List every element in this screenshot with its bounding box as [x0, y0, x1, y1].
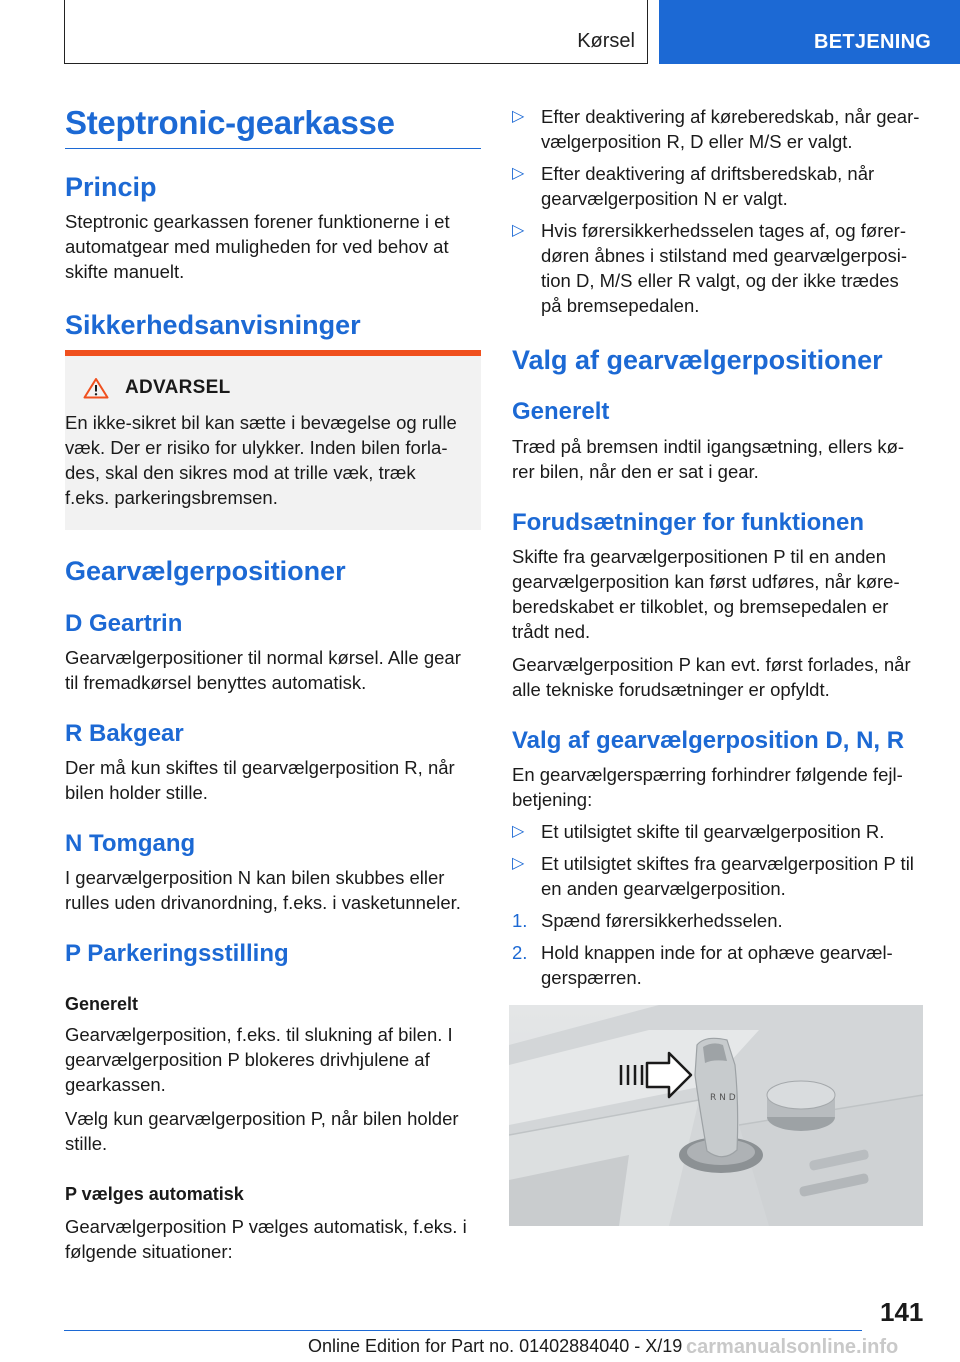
n-gear-text: I gearvælgerposition N kan bilen skubbes eller rulles uden drivanordning, f.eks. i vasketunneler.	[65, 867, 461, 913]
p-only-text: Vælg kun gearvælgerposition P, når bilen holder stille.	[65, 1108, 459, 1154]
positions-heading: Gearvælgerpositioner	[65, 556, 346, 586]
header-chapter-box	[64, 0, 648, 64]
footer-rule	[64, 1330, 862, 1331]
title-rule	[65, 148, 481, 149]
n-gear-heading: N Tomgang	[65, 830, 196, 857]
dnr-heading: Valg af gearvælgerposition D, N, R	[512, 727, 905, 754]
gear-selector-illustration	[509, 1005, 923, 1226]
prereq-heading: Forudsætninger for funktionen	[512, 509, 864, 536]
select-heading: Valg af gearvælgerpositioner	[512, 345, 883, 375]
step-number: 1.	[512, 910, 528, 931]
p-gear-heading: P Parkeringsstilling	[65, 940, 289, 967]
warning-text: En ikke-sikret bil kan sætte i bevægelse og rulle væk. Der er risiko for ulykker. Inden bilen forla- des, skal den sikres mod at trille væk, træk f.eks. parkeringsbremsen.	[65, 412, 457, 508]
r-gear-heading: R Bakgear	[65, 720, 184, 747]
gear-selector-photo	[509, 1005, 923, 1226]
d-gear-text: Gearvælgerpositioner til normal kørsel. Alle gear til fremadkørsel benyttes automatisk.	[65, 647, 461, 693]
p-auto-heading: P vælges automatisk	[65, 1184, 244, 1204]
step-number: 2.	[512, 942, 528, 963]
warning-label: ADVARSEL	[125, 377, 231, 398]
prereq-text-2: Gearvælgerposition P kan evt. først forlades, når alle tekniske forudsætninger er opfyldt.	[512, 654, 911, 700]
triangle-right-icon: ▷	[512, 823, 525, 840]
warning-header	[83, 377, 231, 399]
r-gear-text: Der må kun skiftes til gearvælgerposition R, når bilen holder stille.	[65, 757, 455, 803]
footer-watermark: carmanualsonline.info	[686, 1336, 899, 1358]
warning-triangle-icon	[83, 377, 109, 399]
general-heading: Generelt	[512, 398, 610, 425]
p-general-heading: Generelt	[65, 994, 139, 1014]
header-section-tab	[659, 0, 960, 64]
footer-edition: Online Edition for Part no. 01402884040 - X/19	[308, 1336, 683, 1356]
triangle-right-icon: ▷	[512, 108, 525, 125]
d-gear-heading: D Geartrin	[65, 610, 183, 637]
triangle-right-icon: ▷	[512, 222, 525, 239]
p-general-text: Gearvælgerposition, f.eks. til slukning af bilen. I gearvælgerposition P blokeres drivhjulene af gearkassen.	[65, 1024, 453, 1095]
prereq-text: Skifte fra gearvælgerpositionen P til en anden gearvælgerposition kan først udføres, når køre- beredskabet er tilkoblet, og bremsepedalen er trådt ned.	[512, 546, 900, 642]
svg-text:R N D: R N D	[710, 1093, 736, 1103]
principle-heading: Princip	[65, 172, 157, 202]
triangle-right-icon: ▷	[512, 855, 525, 872]
dnr-text: En gearvælgerspærring forhindrer følgende fejl- betjening:	[512, 764, 903, 810]
header-section: BETJENING	[814, 31, 932, 53]
triangle-right-icon: ▷	[512, 165, 525, 182]
principle-text: Steptronic gearkassen forener funktionerne i et automatgear med muligheden for ved behov at skifte manuelt.	[65, 211, 450, 282]
safety-heading: Sikkerhedsanvisninger	[65, 310, 361, 340]
page-title: Steptronic-gearkasse	[65, 104, 395, 141]
header-chapter: Kørsel	[577, 30, 635, 52]
page-number: 141	[880, 1297, 924, 1327]
warning-box	[65, 350, 481, 530]
general-text: Træd på bremsen indtil igangsætning, ellers kø- rer bilen, når den er sat i gear.	[512, 436, 905, 482]
p-auto-text: Gearvælgerposition P vælges automatisk, f.eks. i følgende situationer:	[65, 1216, 467, 1262]
